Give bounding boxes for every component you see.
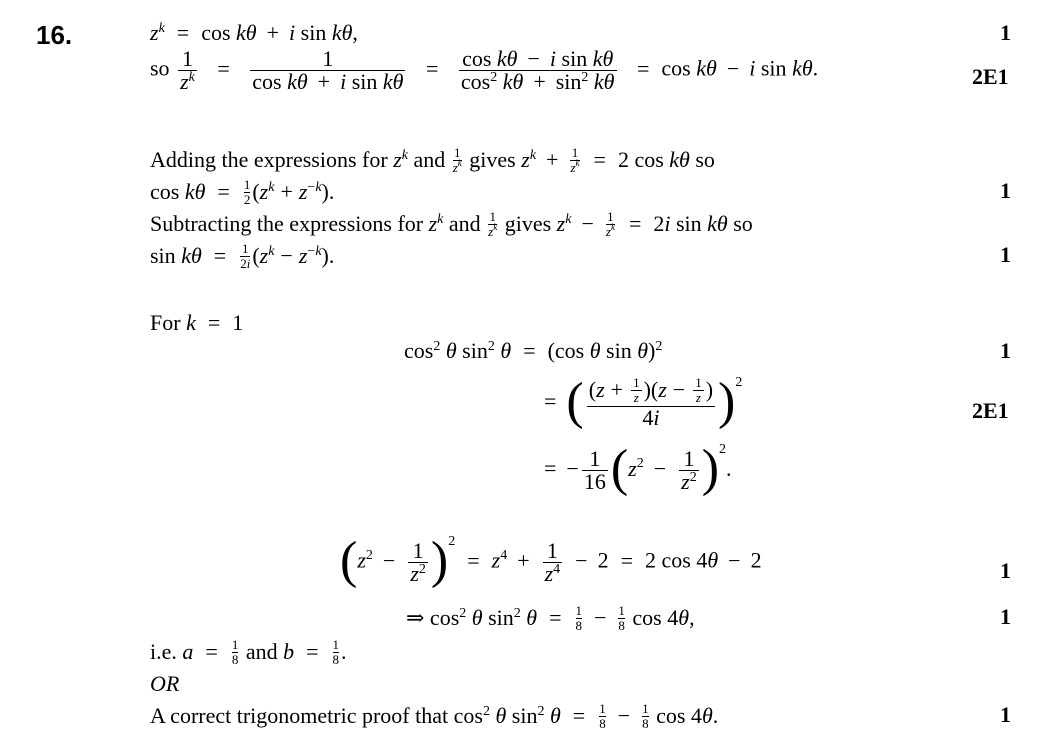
- adding-text: Adding the expressions for: [150, 147, 388, 173]
- gives-text: gives: [469, 147, 516, 173]
- conclusion: i.e. a = $\frac{1}{8}$ and b = $\frac{1}{8}$ .: [150, 637, 347, 667]
- question-number: 16.: [36, 20, 73, 50]
- for-k-line: For k = 1: [150, 310, 244, 335]
- gives-text-2: gives: [504, 211, 552, 237]
- mark-6: 2E1: [972, 398, 1009, 423]
- mark-2: 2E1: [972, 64, 1009, 89]
- mark-9: 1: [1000, 702, 1011, 727]
- expansion: ($z^2$ − $\frac{1}{z^2}$ )$^2= z^4$ + $\frac{1}{z^4}$ − 2 = 2 cos 4θ − 2: [340, 531, 762, 589]
- implication: ⇒ $\cos^2 \theta$ $\sin^2 \theta$ = $\frac{1}{8}$ − $\frac{1}{8}$ cos 4θ,: [406, 603, 695, 633]
- mark-7: 1: [1000, 558, 1011, 583]
- so-text: so: [695, 147, 715, 173]
- and-b-text: and: [245, 639, 278, 665]
- step-1: $\cos^2 \theta$ $\sin^2 \theta = (\cos$ θ sin θ)$^2$: [404, 338, 663, 363]
- mark-8: 1: [1000, 604, 1011, 629]
- cos-result: cos kθ = $\frac{1}{2}$ $(z^k + z^{-k})$.: [150, 177, 335, 207]
- subtracting-line: Subtracting the expressions for $z^k$ and $\frac{1}{z^k}$ gives $z^k$ − $\frac{1}{z^k}$ = 2i sin kθ so: [150, 209, 753, 239]
- or-label: OR: [150, 671, 180, 696]
- mark-5: 1: [1000, 338, 1011, 363]
- so-label: so: [150, 55, 170, 81]
- adding-line: Adding the expressions for $z^k$ and $\frac{1}{z^k}$ gives $z^k$ + $\frac{1}{z^k}$ = 2 cos kθ so: [150, 145, 715, 175]
- and-text-2: and: [448, 211, 481, 237]
- subtracting-text: Subtracting the expressions for: [150, 211, 424, 237]
- for-text: For: [150, 310, 181, 335]
- mark-1: 1: [1000, 20, 1011, 45]
- so-text-2: so: [733, 211, 753, 237]
- alternative-proof: A correct trigonometric proof that $\cos^2 \theta$ $\sin^2 \theta$ = $\frac{1}{8}$ − $\frac{1}{8}$ cos 4θ.: [150, 701, 719, 731]
- equation-zk: $z^k = \cos k\theta + i$ sin kθ,: [150, 20, 358, 45]
- sin-result: sin kθ = $\frac{1}{2i}$ $(z^k - z^{-k})$.: [150, 241, 335, 271]
- equation-reciprocal: so $\frac{1}{z^k}$ = $\frac{1}{\text{cos kθ + i sin kθ}}$ = $\frac{\text{cos kθ − i sin kθ}}{\cos^2 k\theta + \sin^2 k\theta}$ = cos kθ − i sin kθ.: [150, 46, 819, 94]
- mark-3: 1: [1000, 178, 1011, 203]
- ie-text: i.e.: [150, 639, 177, 665]
- and-text: and: [413, 147, 446, 173]
- step-3: = − $\frac{1}{16}$ ($z^2$ − $\frac{1}{z^2}$ )$^2$.: [544, 439, 732, 497]
- proof-text: A correct trigonometric proof that: [150, 703, 449, 729]
- step-2: = ( (z + $\frac{1}{z}$ )(z − $\frac{1}{z}$ ) 4i )$^2$: [544, 372, 743, 431]
- mark-4: 1: [1000, 242, 1011, 267]
